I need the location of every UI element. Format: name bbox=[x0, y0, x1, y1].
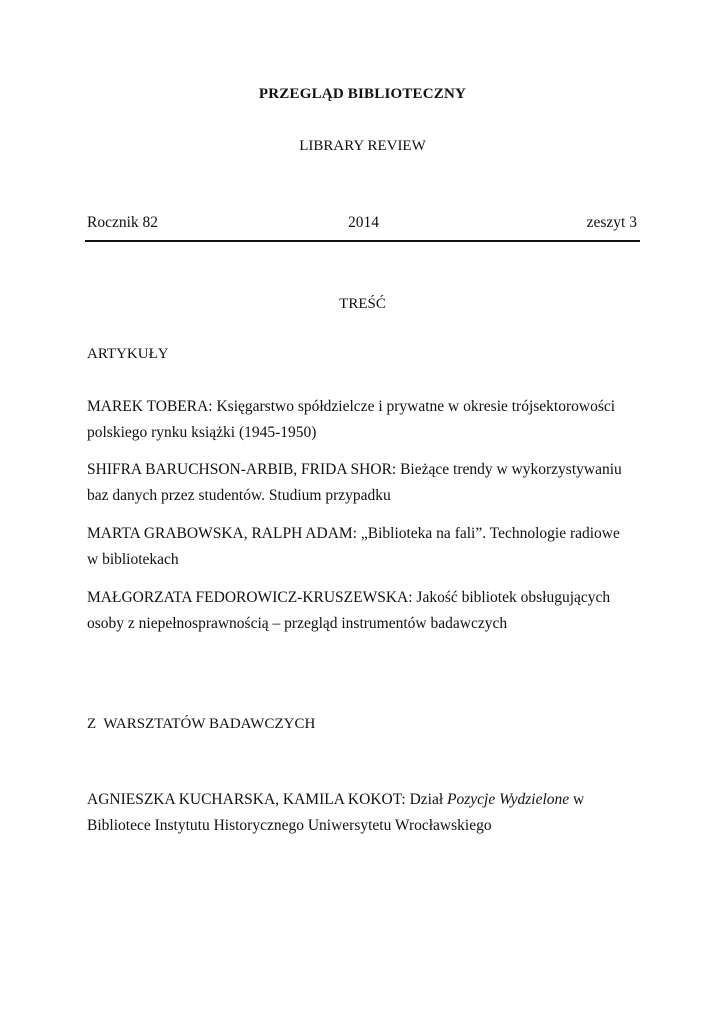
entry-title: Jakość bibliotek obsługujących osoby z niepełnosprawnością – przegląd instrumentów badawczych bbox=[87, 589, 611, 632]
section-heading-articles: ARTYKUŁY bbox=[87, 346, 169, 362]
entry-authors: MAŁGORZATA FEDOROWICZ-KRUSZEWSKA: bbox=[87, 589, 413, 606]
section-heading-workshops-text: Z WARSZTATÓW BADAWCZYCH bbox=[87, 716, 316, 732]
entry-authors: MARTA GRABOWSKA, RALPH ADAM: bbox=[87, 525, 357, 542]
toc-entry bbox=[87, 787, 627, 838]
toc-entry bbox=[87, 394, 627, 445]
journal-title: PRZEGLĄD BIBLIOTECZNY bbox=[258, 86, 467, 102]
toc-entry bbox=[87, 521, 627, 572]
toc-entry bbox=[87, 457, 627, 508]
issue-line bbox=[87, 214, 640, 234]
entry-title: Księgarstwo spółdzielcze i prywatne w okresie trójsektorowości polskiego rynku książki (1945-1950) bbox=[87, 398, 616, 441]
entry-authors: MAREK TOBERA: bbox=[87, 398, 213, 415]
issue-volume: Rocznik 82 bbox=[87, 214, 159, 231]
toc-heading: TREŚĆ bbox=[339, 296, 386, 312]
toc-entry bbox=[87, 585, 627, 636]
issue-year: 2014 bbox=[348, 214, 379, 231]
entry-title: „Biblioteka na fali”. Technologie radiowe w bibliotekach bbox=[87, 525, 620, 568]
entry-title-pre: Dział bbox=[405, 791, 448, 808]
journal-subtitle: LIBRARY REVIEW bbox=[299, 138, 426, 154]
issue-number: zeszyt 3 bbox=[586, 214, 637, 231]
section-heading-workshops bbox=[87, 716, 315, 733]
entry-title-italic: Pozycje Wydzielone bbox=[447, 791, 570, 808]
entry-title: Bieżące trendy w wykorzystywaniu baz danych przez studentów. Studium przypadku bbox=[87, 461, 622, 504]
entry-authors: AGNIESZKA KUCHARSKA, KAMILA KOKOT: bbox=[87, 791, 406, 808]
header-rule bbox=[85, 240, 640, 242]
entry-authors: SHIFRA BARUCHSON-ARBIB, FRIDA SHOR: bbox=[87, 461, 397, 478]
entry-title-post: w Bibliotece Instytutu Historycznego Uniwersytetu Wrocławskiego bbox=[87, 791, 585, 834]
